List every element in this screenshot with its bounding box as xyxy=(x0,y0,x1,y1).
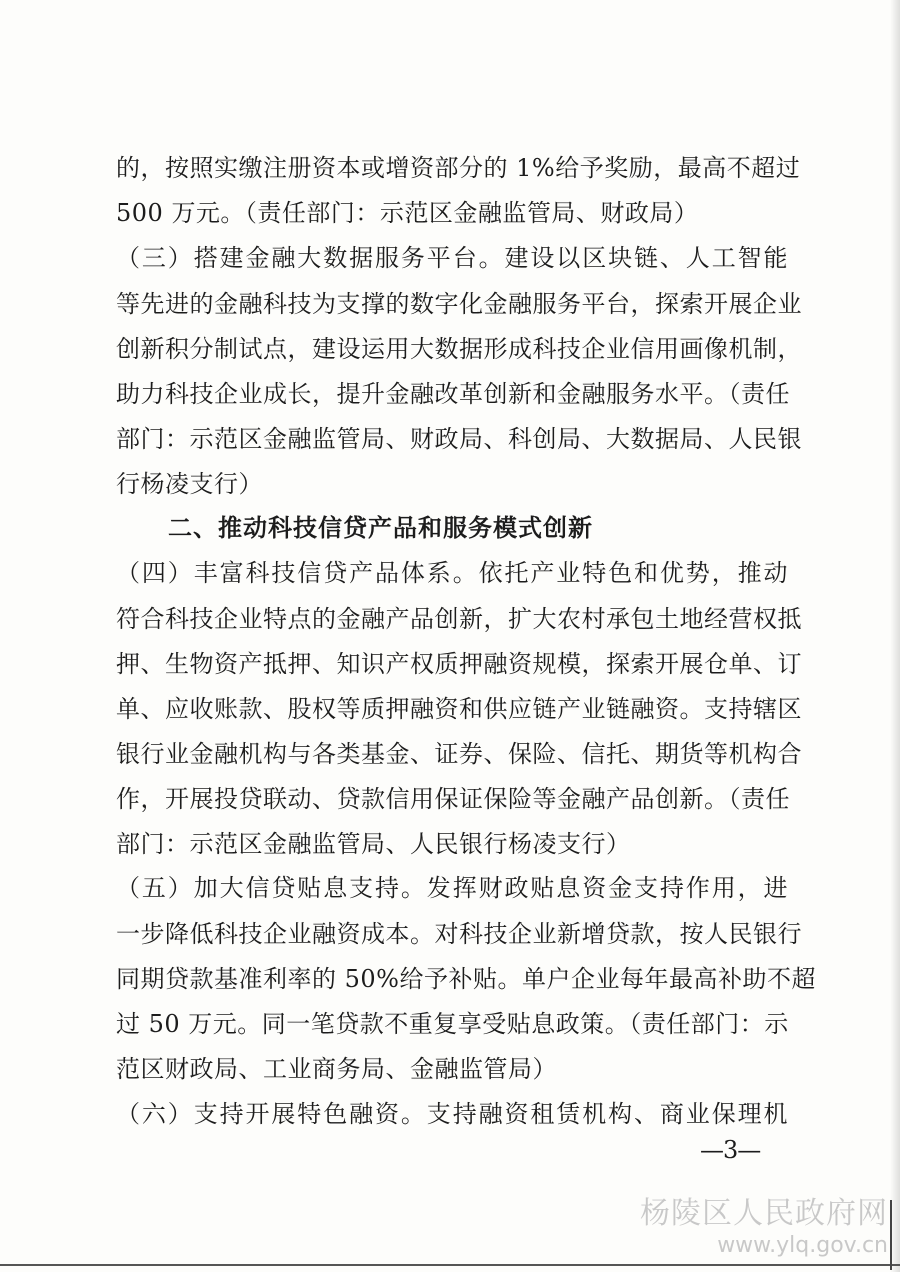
body-line-19: 同期贷款基准利率的 50%给予补贴。单户企业每年最高补助不超 xyxy=(116,965,816,993)
body-line-14: 银行业金融机构与各类基金、证券、保险、信托、期货等机构合 xyxy=(116,740,802,768)
page-number: —3— xyxy=(700,1136,761,1164)
watermark-title: 杨陵区人民政府网 xyxy=(640,1196,888,1231)
body-line-1: 的，按照实缴注册资本或增资部分的 1%给予奖励，最高不超过 xyxy=(116,154,801,182)
body-line-12: 押、生物资产抵押、知识产权质押融资规模，探索开展仓单、订 xyxy=(116,650,802,678)
body-line-13: 单、应收账款、股权等质押融资和供应链产业链融资。支持辖区 xyxy=(116,695,802,723)
body-line-16: 部门：示范区金融监管局、人民银行杨凌支行） xyxy=(116,830,631,858)
body-line-8: 行杨凌支行） xyxy=(116,470,263,498)
body-line-20: 过 50 万元。同一笔贷款不重复享受贴息政策。（责任部门：示 xyxy=(116,1010,789,1038)
body-line-11: 符合科技企业特点的金融产品创新，扩大农村承包土地经营权抵 xyxy=(116,605,802,633)
body-line-5: 创新积分制试点，建设运用大数据形成科技企业信用画像机制， xyxy=(116,335,802,363)
watermark-url: www.ylq.gov.cn xyxy=(717,1233,888,1258)
body-line-21: 范区财政局、工业商务局、金融监管局） xyxy=(116,1055,557,1083)
body-line-7: 部门：示范区金融监管局、财政局、科创局、大数据局、人民银 xyxy=(116,425,802,453)
body-line-18: 一步降低科技企业融资成本。对科技企业新增贷款，按人民银行 xyxy=(116,920,802,948)
body-line-15: 作，开展投贷联动、贷款信用保证保险等金融产品创新。（责任 xyxy=(116,785,790,813)
site-watermark xyxy=(640,1196,888,1260)
body-line-4: 等先进的金融科技为支撑的数字化金融服务平台，探索开展企业 xyxy=(116,290,802,318)
section-heading: 二、推动科技信贷产品和服务模式创新 xyxy=(168,514,593,542)
scan-edge-shadow xyxy=(890,0,900,1272)
scan-border-right xyxy=(890,1200,892,1270)
body-line-17: （五）加大信贷贴息支持。发挥财政贴息资金支持作用，进 xyxy=(116,874,788,902)
body-line-6: 助力科技企业成长，提升金融改革创新和金融服务水平。（责任 xyxy=(116,380,790,408)
scan-border-bottom xyxy=(0,1264,900,1266)
body-line-10: （四）丰富科技信贷产品体系。依托产业特色和优势，推动 xyxy=(116,559,788,587)
body-line-22: （六）支持开展特色融资。支持融资租赁机构、商业保理机 xyxy=(116,1100,788,1128)
body-line-2: 500 万元。（责任部门：示范区金融监管局、财政局） xyxy=(116,199,699,227)
body-line-3: （三）搭建金融大数据服务平台。建设以区块链、人工智能 xyxy=(116,244,788,272)
